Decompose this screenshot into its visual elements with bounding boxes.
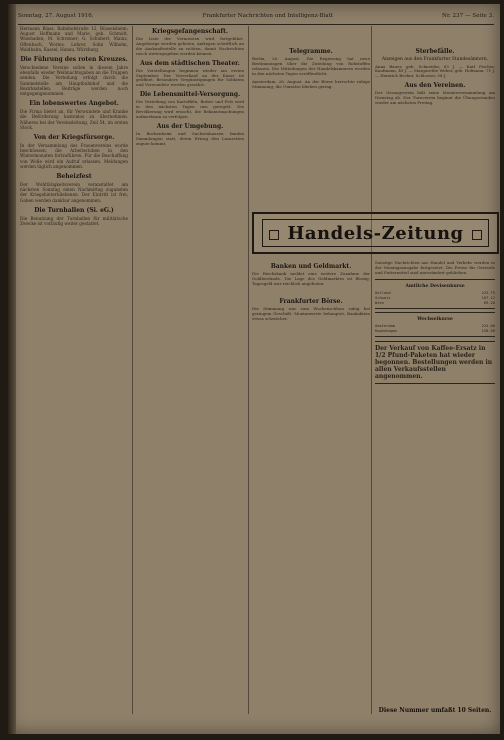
exchange-row-2-label: Kopenhagen	[375, 328, 398, 333]
currency-table-1-title: Amtliche Devisenkurse	[405, 283, 465, 289]
deaths-heading: Sterbefälle.	[415, 48, 455, 55]
left-paragraph-4: In der Versammlung des Frauenvereins wurde beschlossen, die Arbeitsstuben in den Wintermonaten fortzuführen. Für die Beschaffung von Wolle wird ein Aufruf erlassen. Meldungen werden täglich angenommen.	[20, 143, 128, 169]
left-paragraph-3: Die Firma bietet an, für Verwundete und Kranke die Beförderung kostenlos zu übernehmen. Näheres bei der Vereinsleitung, Zeil 54, im ersten Stock.	[20, 109, 128, 130]
left-heading-5: Die Turnhallen (Si. eG.)	[34, 206, 114, 214]
deaths-subheading: Anzeigen aus den Frankfurter Standesämtern.	[381, 57, 489, 62]
currency-row-3-value: 69.20	[483, 300, 495, 305]
left-paragraph-5: Der Wohltätigkeitsverein veranstaltet am nächsten Sonntag einen Nachmittag zugunsten der Kriegshinterbliebenen. Der Eintritt ist frei; Gaben werden dankbar angenommen.	[20, 182, 128, 203]
right-bottom-section	[375, 261, 495, 734]
col2-heading-2: Aus dem städtischen Theater.	[140, 59, 240, 67]
page-binding-edge	[8, 4, 16, 734]
left-heading-4: Beheizfest	[56, 173, 92, 181]
left-paragraph-6: Die Benutzung der Turnhallen für militärische Zwecke ist vorläufig weiter gestattet.	[20, 215, 128, 227]
telegram-heading: Telegramme.	[289, 48, 333, 55]
left-column	[20, 26, 128, 714]
exchange-row-1-value: 224.00	[481, 324, 495, 329]
page-header	[18, 10, 494, 25]
exchange-row-2	[375, 329, 495, 334]
newspaper-page	[8, 4, 500, 734]
currency-row-3-label: Wien	[375, 300, 384, 305]
spacer	[252, 290, 370, 296]
currency-row-1-label: Holland	[375, 291, 391, 296]
banner-title: Handels-Zeitung	[287, 222, 464, 244]
telegram-paragraph-2: Amsterdam, 26. August. An der Börse herrschte ruhige Stimmung; die Umsätze blieben gering.	[252, 78, 370, 89]
left-heading-2: Ein lobenswertes Angebot.	[29, 100, 119, 108]
left-paragraph-2: Verschiedene Vereine sollen in diesem Jahre ebenfalls wieder Weihnachtsgaben an die Truppen senden. Die Verteilung erfolgt durch die Sammelstelle am Hauptbahnhof und die Bezirksstellen. Beiträge werden noch entgegengenommen.	[20, 65, 128, 97]
column-rule-2	[248, 26, 249, 714]
exchange-row-2-value: 158.50	[481, 328, 495, 333]
banking-heading: Banken und Geldmarkt.	[270, 263, 352, 270]
col2-heading-4: Aus der Umgebung.	[156, 122, 224, 130]
currency-row-2-label: Schweiz	[375, 296, 391, 301]
deaths-paragraph: Anna Bauer, geb. Schneider, 63 J. — Karl Fischer, Kaufmann, 49 J. — Margarethe Weber, geb. Hofmann, 71 J. — Heinrich Becker, Schlosser, 58 J.	[375, 63, 495, 79]
currency-table-2	[375, 312, 495, 337]
telegram-paragraph-1: Berlin, 26. August. Die Regierung hat neue Bestimmungen über die Zuteilung von Rohstoffen erlassen. Die Mitteilungen der Handelskammern werden in den nächsten Tagen veröffentlicht.	[252, 56, 370, 76]
left-heading-1: Die Führung des roten Kreuzes.	[20, 56, 128, 64]
header-title: Frankfurter Nachrichten und Intelligenz-Blatt	[202, 13, 334, 19]
col2-paragraph-4: In Bockenheim und Sachsenhausen fanden Sammlungen statt, deren Ertrag den Lazaretten zugute kommt.	[136, 130, 244, 146]
clubs-heading: Aus den Vereinen.	[404, 82, 466, 90]
left-heading-3: Von der Kriegsfürsorge.	[33, 134, 115, 142]
clubs-paragraph: Der Gesangverein hält seine Monatsversammlung am Dienstag ab. Der Turnverein beginnt die Übungsstunden wieder am nächsten Freitag.	[375, 90, 495, 106]
column-rule-1	[132, 26, 133, 714]
exchange-row-1-label: Amsterdam	[375, 324, 395, 329]
header-date: Sonntag, 27. August 1916.	[18, 13, 94, 19]
right-bottom-paragraph: Sonstige Nachrichten aus Handel und Verkehr werden in der Montagsausgabe fortgesetzt. Die Preise für Getreide und Futtermittel sind unverändert geblieben.	[375, 261, 495, 275]
col2-heading-1: Kriegsgefangenschaft.	[152, 28, 228, 35]
second-column	[136, 26, 244, 714]
col2-paragraph-3: Die Verteilung von Kartoffeln, Butter und Fett wird in den nächsten Tagen neu geregelt. Die Bevölkerung wird ersucht, die Bekanntmachungen aufmerksam zu verfolgen.	[136, 99, 244, 119]
coffee-advertisement: Der Verkauf von Kaffee-Ersatz in 1/2 Pfund-Paketen hat wieder begonnen. Bestellungen werden in allen Verkaufsstellen angenommen.	[375, 341, 495, 384]
currency-row-3	[375, 301, 495, 306]
exchange-paragraph: Die Stimmung war zum Wochenschluss ruhig bei geringem Geschäft. Montanwerte behauptet, Bankaktien etwas schwächer.	[252, 305, 370, 321]
currency-table-1	[375, 279, 495, 309]
banking-paragraph: Die Reichsbank meldet eine weitere Zunahme der Goldbestände. Die Lage des Geldmarktes ist flüssig; Tagesgeld war reichlich angeboten.	[252, 271, 370, 286]
currency-row-2-value: 107.12	[481, 296, 495, 301]
middle-bottom-section	[252, 261, 370, 734]
header-page-number: Nr. 237 — Seite 3.	[442, 13, 494, 19]
exchange-heading: Frankfurter Börse.	[279, 297, 343, 305]
banner-left-square-icon	[269, 230, 279, 240]
issue-footer-note: Diese Nummer umfaßt 10 Seiten.	[378, 707, 492, 714]
newspaper-columns	[20, 26, 495, 714]
currency-table-2-title: Wechselkurse	[417, 316, 453, 322]
col2-paragraph-2: Die Vorstellungen beginnen wieder am ersten September. Der Vorverkauf an der Kasse ist geöffnet. Besondere Vergünstigungen für Soldaten und Verwundete werden gewährt.	[136, 67, 244, 88]
left-paragraph-1: Hermann Blass, Bahnhofstraße 12, Rüsselsheim; August Hoffmann und Marie, geb. Schmidt, Wiesbaden; M. Schreiner; G. Schubert, Mainz, Offenbach, Worms. Lehrer, Sohn Wilhelm, Waldbahn, Kassel, Hanau, Würzburg.	[20, 26, 128, 52]
column-rule-3	[371, 26, 372, 714]
col2-heading-3: Die Lebensmittel-Versorgung.	[139, 91, 241, 99]
currency-row-1-value: 223.75	[481, 291, 495, 296]
col2-paragraph-1: Die Liste der Vermissten wird fortgeführt. Angehörige werden gebeten, Anfragen schriftlich an die Auskunftsstelle zu richten, damit Nachrichten rasch weitergegeben werden können.	[136, 36, 244, 56]
